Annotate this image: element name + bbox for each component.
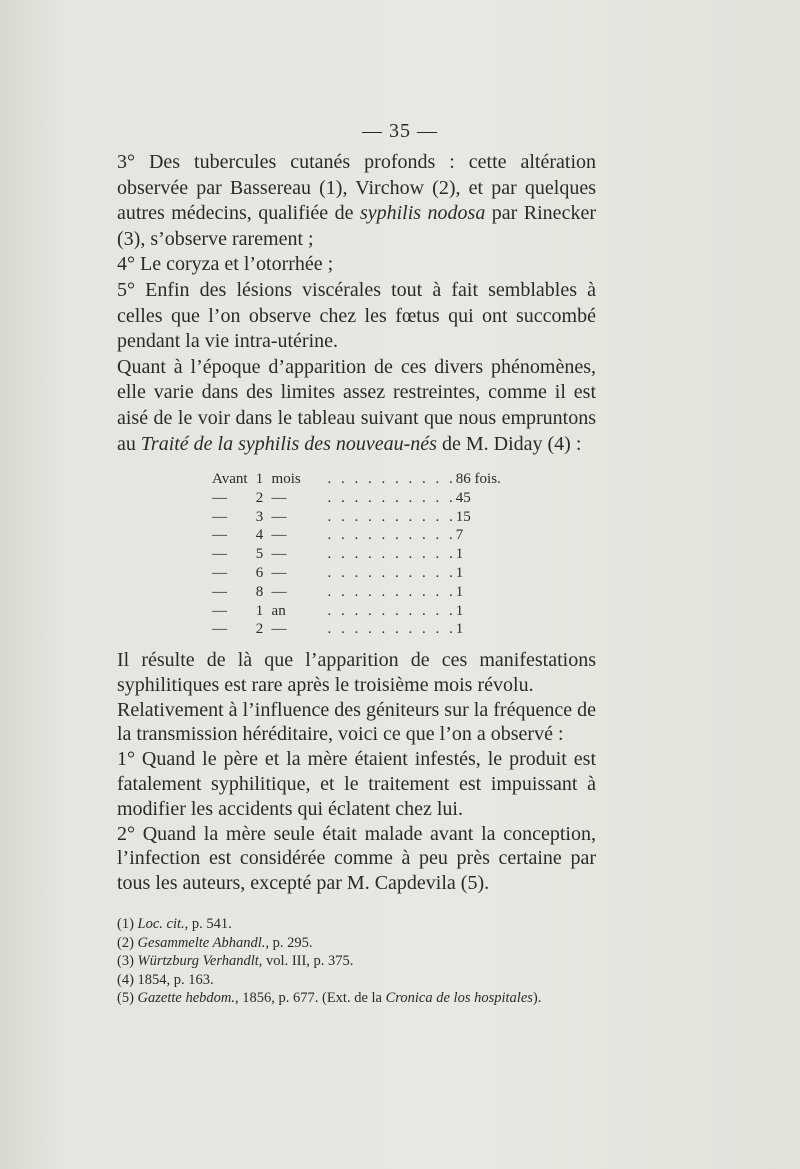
paragraph: 2° Quand la mère seule était malade avant la conception, l’infection est considérée comme à peu près certaine par tous les auteurs, excepté par M. Capdevila (5).	[117, 822, 596, 895]
table-cell-unit: —	[271, 508, 287, 525]
table-cell-unit: —	[271, 583, 287, 600]
table-cell-pre: —	[212, 546, 227, 563]
table-cell-dots: . . . . . . . . . .	[327, 621, 456, 638]
table-row	[212, 620, 501, 639]
table-row	[212, 583, 501, 602]
footnote: (3) Würtzburg Verhandlt, vol. III, p. 375.	[117, 953, 354, 969]
table-row	[212, 545, 501, 564]
table-cell-dots: . . . . . . . . . .	[327, 508, 456, 525]
table-cell-val: 45	[455, 489, 471, 506]
footnote: (4) 1854, p. 163.	[117, 971, 214, 988]
table-cell-num: 2	[255, 621, 264, 638]
table-cell-val: 1	[455, 621, 464, 638]
text-block-bottom	[117, 648, 596, 896]
table-cell-pre: Avant	[212, 471, 248, 487]
paragraph: 4° Le coryza et l’otorrhée ;	[117, 253, 334, 276]
table-cell-unit: —	[271, 489, 287, 506]
apparition-table	[212, 470, 501, 639]
table-cell-num: 4	[255, 527, 264, 544]
paragraph: Relativement à l’influence des géniteurs sur la fréquence de la transmission héréditaire, voici ce que l’on a observé :	[117, 698, 596, 746]
table-cell-unit: mois	[271, 471, 301, 487]
table-cell-pre: —	[212, 489, 227, 506]
table-cell-num: 6	[255, 564, 264, 581]
table-cell-unit: —	[271, 564, 287, 581]
table-cell-pre: —	[212, 527, 227, 544]
table-cell-unit: —	[271, 546, 287, 563]
table-cell-unit: —	[271, 527, 287, 544]
table-cell-val: 1	[455, 564, 464, 581]
footnote: (1) Loc. cit., p. 541.	[117, 916, 232, 932]
table-cell-val: 1	[455, 546, 464, 563]
paragraph: 1° Quand le père et la mère étaient infestés, le produit est fatalement syphilitique, et le traitement est impuissant à modifier les accidents qui éclatent chez lui.	[117, 748, 596, 820]
text-block-top	[117, 150, 596, 457]
table-cell-dots: . . . . . . . . . .	[327, 564, 456, 581]
table-cell-pre: —	[212, 564, 227, 581]
table-row	[212, 602, 501, 621]
table-cell-dots: . . . . . . . . . .	[327, 602, 456, 619]
table-cell-dots: . . . . . . . . . .	[327, 527, 456, 544]
table-cell-dots: . . . . . . . . . .	[327, 583, 456, 600]
table-cell-pre: —	[212, 602, 227, 619]
table-cell-num: 2	[255, 489, 264, 506]
table-cell-unit: —	[271, 621, 287, 638]
table-cell-val: 86 fois.	[455, 471, 501, 487]
table-cell-pre: —	[212, 621, 227, 638]
table-cell-num: 1	[255, 602, 264, 619]
table-cell-num: 3	[255, 508, 264, 525]
footnote: (5) Gazette hebdom., 1856, p. 677. (Ext. de la Cronica de los hospitales).	[117, 990, 542, 1006]
table-cell-dots: . . . . . . . . . .	[327, 546, 456, 563]
table-cell-pre: —	[212, 508, 227, 525]
table-cell-num: 5	[255, 546, 264, 563]
table-cell-dots: . . . . . . . . . .	[327, 471, 456, 487]
table-cell-val: 1	[455, 583, 464, 600]
paragraph: 3° Des tubercules cutanés profonds : cette altération observée par Bassereau (1), Virchow (2), et par quelques autres médecins, qualifiée de syphilis nodosa par Rinecker (3), s’observe rarement ;	[117, 151, 596, 250]
paragraph: Il résulte de là que l’apparition de ces manifestations syphilitiques est rare après le troisième mois révolu.	[117, 649, 596, 696]
table-cell-dots: . . . . . . . . . .	[327, 489, 456, 506]
table-cell-pre: —	[212, 583, 227, 600]
table-row	[212, 489, 501, 508]
table-cell-val: 1	[455, 602, 464, 619]
table-row	[212, 508, 501, 527]
table-row	[212, 470, 501, 489]
table-row	[212, 564, 501, 583]
footnotes	[117, 915, 596, 1008]
table-cell-num: 8	[255, 583, 264, 600]
page-number: — 35 —	[362, 120, 438, 142]
paragraph: Quant à l’époque d’apparition de ces divers phénomènes, elle varie dans des limites assez restreintes, comme il est aisé de le voir dans le tableau suivant que nous empruntons au Traité de la syphilis des nouveau-nés de M. Diday (4) :	[117, 355, 596, 455]
footnote: (2) Gesammelte Abhandl., p. 295.	[117, 934, 313, 951]
paragraph: 5° Enfin des lésions viscérales tout à fait semblables à celles que l’on observe chez les fœtus qui ont succombé pendant la vie intra-utérine.	[117, 278, 596, 353]
table-row	[212, 526, 501, 545]
table-cell-unit: an	[271, 602, 286, 619]
table-cell-num: 1	[255, 471, 264, 487]
table-cell-val: 7	[455, 527, 464, 544]
table-cell-val: 15	[455, 508, 471, 525]
